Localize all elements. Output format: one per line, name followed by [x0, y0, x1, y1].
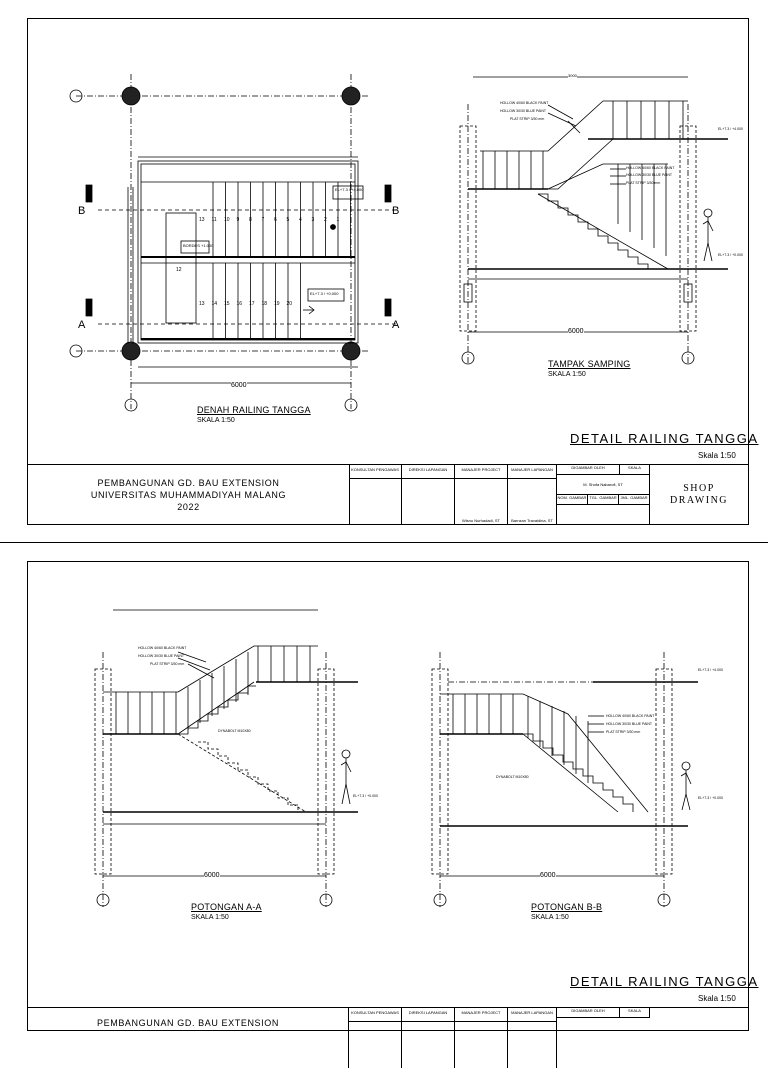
sa-note-hollow-40-60: HOLLOW 40/60 BLACK PAINT: [138, 646, 187, 650]
plan-landing-number: 12: [176, 267, 182, 273]
cut-label-a-left: A: [78, 319, 86, 331]
plan-step-number-top-4: 8: [249, 217, 252, 223]
side-el-bottom: EL+7.3 / +0.000: [718, 253, 743, 257]
side-el-top: EL+7.3 / +4.000: [718, 127, 743, 131]
tb-empty-cell: [557, 505, 650, 525]
tb-nom-gambar: NOM. GAMBAR: [557, 495, 588, 505]
shop-drawing-label: [650, 465, 748, 525]
shop-word: SHOP: [683, 483, 715, 494]
side-view-drawing: [460, 77, 728, 364]
plan-step-number-bottom-5: 18: [261, 301, 268, 307]
tb2-manajer-project: MANAJER PROJECT: [455, 1008, 508, 1068]
side-note-plat-strip-b: PLAT STRIP 3/30 mm: [626, 181, 661, 185]
sb-note-hollow-30-30: HOLLOW 30/30 BLUE PAINT: [606, 722, 653, 726]
project-name: [28, 465, 350, 525]
cut-label-a-right: A: [392, 319, 400, 331]
plan-step-number-top-3: 9: [236, 217, 240, 223]
cut-label-b-left: B: [78, 205, 86, 217]
sa-title: POTONGAN A-A: [191, 902, 262, 912]
sheet-separator: [0, 542, 768, 543]
plan-step-number-bottom-1: 14: [211, 301, 218, 307]
side-view-balusters: [483, 101, 683, 256]
sb-note-dynabolt: DYNABOLT M10X80: [496, 775, 529, 779]
project-name-2: [28, 1008, 349, 1068]
project-line-1-2: PEMBANGUNAN GD. BAU EXTENSION: [97, 1018, 279, 1028]
plan-el-lower: EL+7.3 / +0.000: [310, 291, 339, 296]
section-b-drawing: [432, 652, 698, 907]
plan-step-number-top-5: 7: [261, 217, 265, 223]
tb2-skala: SKALA: [620, 1008, 650, 1018]
plan-scale: SKALA 1:50: [197, 417, 235, 424]
project-line-1: PEMBANGUNAN GD. BAU EXTENSION: [97, 478, 280, 488]
plan-el-mid: BORDES +1.000: [183, 243, 214, 248]
side-title: TAMPAK SAMPING: [548, 359, 631, 369]
tb-manajer-lapangan: MANAJER LAPANGAN Barnzan Travaldina, ST: [508, 465, 557, 525]
sa-note-dynabolt: DYNABOLT M10X80: [218, 729, 251, 733]
sheet1-title: DETAIL RAILING TANGGA: [570, 431, 759, 446]
sb-scale: SKALA 1:50: [531, 914, 569, 921]
project-year: 2022: [177, 502, 200, 512]
tb-drafter-name: M. Shofa Nabarofi, ST: [557, 475, 650, 495]
sa-note-plat-strip: PLAT STRIP 3/30 mm: [150, 662, 185, 666]
project-line-2: UNIVERSITAS MUHAMMADIYAH MALANG: [90, 490, 287, 500]
plan-step-number-top-8: 4: [299, 217, 302, 223]
sheet2-drawings: [28, 562, 748, 1007]
tb2-konsultan: KONSULTAN PENGAWAS: [349, 1008, 402, 1068]
sheet2-scale: Skala 1:50: [698, 994, 736, 1003]
sheet1-scale: Skala 1:50: [698, 451, 736, 460]
side-note-hollow-40-60: HOLLOW 40/60 BLACK PAINT: [500, 101, 549, 105]
plan-step-number-bottom-6: 19: [274, 301, 280, 307]
section-a-drawing: [95, 610, 358, 907]
sb-title: POTONGAN B-B: [531, 902, 603, 912]
sheet1-drawings: [28, 19, 748, 464]
section-a-balusters: [116, 646, 310, 734]
tb-direksi: DIREKSI LAPANGAN: [402, 465, 455, 525]
plan-step-lines-top: [213, 182, 351, 257]
sa-dim-width: 6000: [204, 872, 220, 879]
drawing-sheet-2: [27, 561, 759, 1031]
sa-scale: SKALA 1:50: [191, 914, 229, 921]
tb2-direksi: DIREKSI LAPANGAN: [402, 1008, 455, 1068]
tb-digambar: DIGAMBAR OLEH: [557, 465, 620, 475]
plan-step-number-bottom-3: 16: [236, 301, 243, 307]
plan-step-number-top-1: 11: [211, 217, 217, 223]
side-dim-top: 3000: [568, 73, 577, 78]
plan-step-number-top-9: 3: [311, 217, 315, 223]
plan-step-number-bottom-0: 13: [199, 301, 205, 307]
tb-jml-gambar: JML. GAMBAR: [619, 495, 650, 505]
cut-label-b-right: B: [392, 205, 400, 217]
plan-el-upper: EL+7.3 / +4.000: [335, 187, 364, 192]
drawing-sheet-1: [27, 18, 759, 525]
sb-note-plat-strip: PLAT STRIP 3/30 mm: [606, 730, 641, 734]
side-note-hollow-30-30: HOLLOW 30/30 BLUE PAINT: [500, 109, 547, 113]
sa-el-bottom: EL+7.3 / +0.000: [353, 794, 378, 798]
sb-note-hollow-40-60: HOLLOW 40/60 BLACK PAINT: [606, 714, 655, 718]
sb-el-top: EL+7.3 / +4.000: [698, 668, 723, 672]
plan-step-number-top-6: 6: [274, 217, 277, 223]
plan-dim-width: 6000: [231, 382, 247, 389]
sa-note-hollow-30-30: HOLLOW 30/30 BLUE PAINT: [138, 654, 185, 658]
side-note-hollow-30-30-b: HOLLOW 30/30 BLUE PAINT: [626, 173, 673, 177]
plan-step-number-top-7: 5: [286, 217, 290, 223]
side-note-hollow-40-60-b: HOLLOW 40/60 BLACK PAINT: [626, 166, 675, 170]
tb-konsultan: KONSULTAN PENGAWAS: [349, 465, 402, 525]
sb-dim-width: 6000: [540, 872, 556, 879]
tb-tgl-gambar: TGL. GAMBAR: [588, 495, 619, 505]
drawing-word: DRAWING: [669, 495, 729, 506]
plan-step-number-top-2: 10: [224, 217, 230, 223]
title-block-2: [28, 1007, 748, 1068]
title-block-1: [28, 464, 748, 525]
tb-manajer-project: MANAJER PROJECT Wisnu Nurhadadi, ST: [455, 465, 508, 525]
tb-skala: SKALA: [620, 465, 650, 475]
section-b-balusters: [453, 694, 588, 783]
sb-el-bottom: EL+7.3 / +0.000: [698, 796, 723, 800]
plan-step-number-bottom-4: 17: [249, 301, 255, 307]
plan-step-number-bottom-2: 15: [224, 301, 230, 307]
tb2-digambar: DIGAMBAR OLEH: [557, 1008, 620, 1018]
stair-plan-drawing: [70, 74, 396, 411]
plan-step-number-top-0: 13: [199, 217, 205, 223]
tb2-manajer-lapangan: MANAJER LAPANGAN: [508, 1008, 557, 1068]
side-scale: SKALA 1:50: [548, 371, 586, 378]
plan-title: DENAH RAILING TANGGA: [197, 405, 311, 415]
plan-step-number-top-10: 2: [324, 217, 327, 223]
sheet2-title: DETAIL RAILING TANGGA: [570, 974, 759, 989]
plan-step-number-bottom-7: 20: [286, 301, 293, 307]
side-dim-width: 6000: [568, 328, 584, 335]
plan-step-number-top-11: 1: [336, 217, 340, 223]
side-note-plat-strip: PLAT STRIP 3/30 mm: [510, 117, 545, 121]
